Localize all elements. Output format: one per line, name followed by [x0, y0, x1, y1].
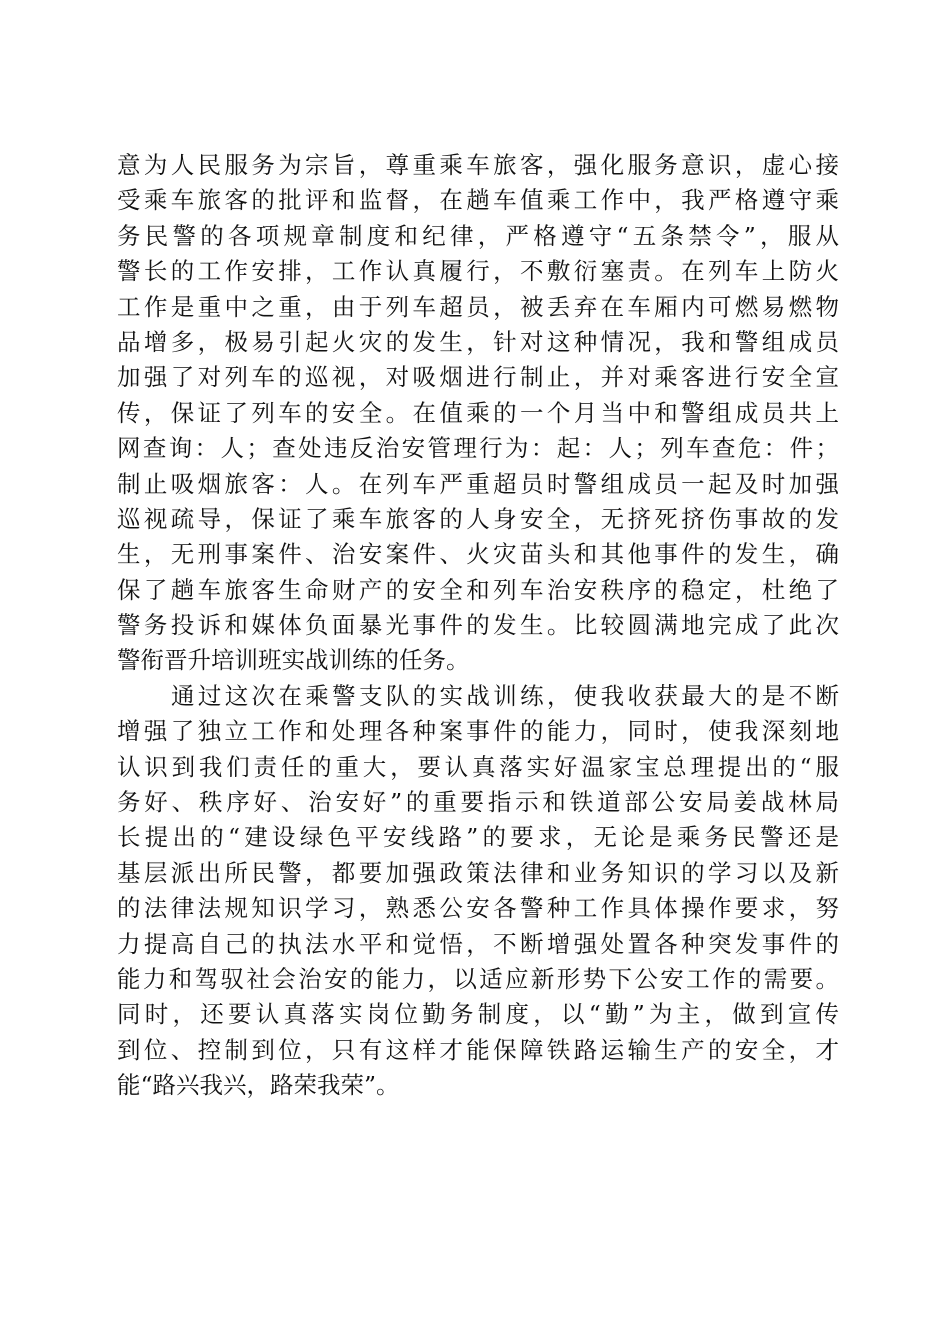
- text-line: 认识到我们责任的重大，要认真落实好温家宝总理提出的“服: [117, 752, 839, 781]
- text-line: 增强了独立工作和处理各种案事件的能力，同时，使我深刻地: [117, 717, 839, 746]
- text-line: 到位、控制到位，只有这样才能保障铁路运输生产的安全，才: [117, 1035, 839, 1064]
- text-line: 巡视疏导，保证了乘车旅客的人身安全，无挤死挤伤事故的发: [117, 504, 839, 533]
- text-line: 工作是重中之重，由于列车超员，被丢弃在车厢内可燃易燃物: [117, 292, 839, 321]
- text-line: 保了趟车旅客生命财产的安全和列车治安秩序的稳定，杜绝了: [117, 575, 839, 604]
- text-line: 同时，还要认真落实岗位勤务制度，以“勤”为主，做到宣传: [117, 1000, 839, 1029]
- text-line: 网查询：人；查处违反治安管理行为：起：人；列车查危：件；: [117, 434, 839, 463]
- text-line: 务民警的各项规章制度和纪律，严格遵守“五条禁令”，服从: [117, 221, 839, 250]
- text-line: 警衔晋升培训班实战训练的任务。: [117, 646, 470, 675]
- text-line: 长提出的“建设绿色平安线路”的要求，无论是乘务民警还是: [117, 823, 839, 852]
- text-line: 警务投诉和媒体负面暴光事件的发生。比较圆满地完成了此次: [117, 611, 839, 640]
- text-line: 基层派出所民警，都要加强政策法律和业务知识的学习以及新: [117, 858, 839, 887]
- text-line: 制止吸烟旅客：人。在列车严重超员时警组成员一起及时加强: [117, 469, 839, 498]
- text-line: 的法律法规知识学习，熟悉公安各警种工作具体操作要求，努: [117, 894, 839, 923]
- text-line: 警长的工作安排，工作认真履行，不敷衍塞责。在列车上防火: [117, 257, 839, 286]
- text-line: 生，无刑事案件、治安案件、火灾苗头和其他事件的发生，确: [117, 540, 839, 569]
- text-line: 传，保证了列车的安全。在值乘的一个月当中和警组成员共上: [117, 398, 839, 427]
- text-line: 受乘车旅客的批评和监督，在趟车值乘工作中，我严格遵守乘: [117, 186, 839, 215]
- text-line: 能“路兴我兴，路荣我荣”。: [117, 1071, 400, 1100]
- text-line: 加强了对列车的巡视，对吸烟进行制止，并对乘客进行安全宣: [117, 363, 839, 392]
- text-line: 意为人民服务为宗旨，尊重乘车旅客，强化服务意识，虚心接: [117, 151, 839, 179]
- document-body: [117, 148, 839, 1104]
- text-line: 务好、秩序好、治安好”的重要指示和铁道部公安局姜战林局: [117, 788, 839, 817]
- text-line: 能力和驾驭社会治安的能力，以适应新形势下公安工作的需要。: [117, 964, 839, 993]
- text-line: 力提高自己的执法水平和觉悟，不断增强处置各种突发事件的: [117, 929, 839, 958]
- paragraph-1: [117, 148, 839, 679]
- paragraph-2: [117, 679, 839, 1104]
- text-line: 通过这次在乘警支队的实战训练，使我收获最大的是不断: [171, 681, 839, 710]
- text-line: 品增多，极易引起火灾的发生，针对这种情况，我和警组成员: [117, 327, 839, 356]
